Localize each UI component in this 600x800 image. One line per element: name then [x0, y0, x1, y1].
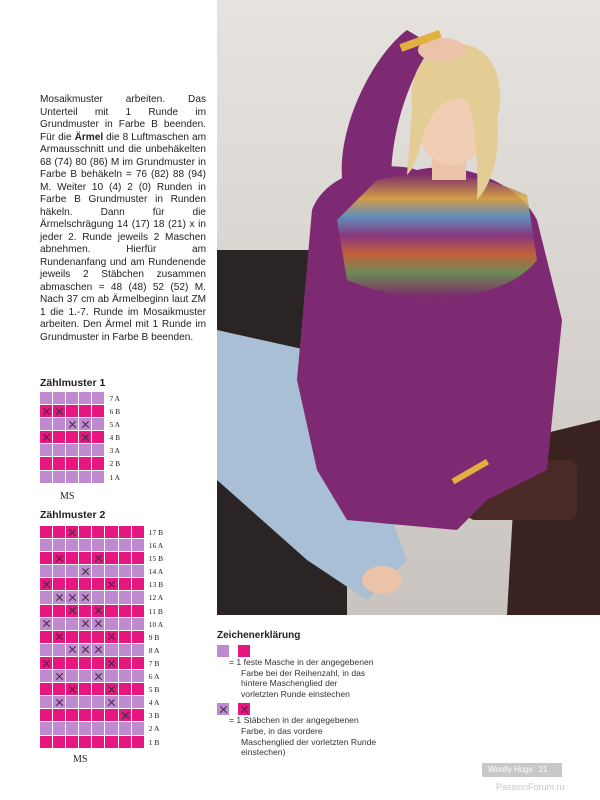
chart-cell [92, 457, 105, 470]
chart-cell [79, 631, 92, 644]
chart-cell-cross [66, 683, 79, 696]
chart-cell [40, 670, 53, 683]
chart-row [40, 631, 163, 644]
chart-row [40, 418, 120, 431]
chart-cell [53, 392, 66, 405]
chart-row-label: 2 A [148, 724, 160, 734]
chart-row [40, 526, 163, 539]
chart-cell [132, 736, 145, 749]
chart-cell [79, 552, 92, 565]
page-footer [482, 763, 562, 777]
chart-cell [40, 457, 53, 470]
chart-row [40, 644, 163, 657]
chart-cell-cross [79, 431, 92, 444]
chart-cell-cross [40, 618, 53, 631]
chart-cell [92, 657, 105, 670]
chart-cell [92, 405, 105, 418]
chart-cell [132, 552, 145, 565]
chart-cell [66, 405, 79, 418]
chart-cell [105, 539, 118, 552]
chart-row [40, 722, 163, 735]
chart-cell [105, 618, 118, 631]
chart-cell [105, 605, 118, 618]
chart-cell [53, 471, 66, 484]
chart-cell [92, 591, 105, 604]
chart-cell [92, 392, 105, 405]
chart-cell [92, 683, 105, 696]
chart-cell [132, 644, 145, 657]
chart-cell [66, 657, 79, 670]
chart-cell-cross [105, 657, 118, 670]
chart-cell [119, 657, 132, 670]
chart-cell-cross [66, 605, 79, 618]
chart-cell-cross [53, 696, 66, 709]
chart-cell [119, 683, 132, 696]
color-a-swatch [217, 645, 229, 657]
chart-cell [92, 526, 105, 539]
chart-cell [105, 670, 118, 683]
chart-row [40, 578, 163, 591]
chart-cell [105, 526, 118, 539]
chart-cell-cross [105, 578, 118, 591]
chart-row [40, 657, 163, 670]
chart-row-label: 3 A [109, 446, 121, 456]
chart-cell [40, 539, 53, 552]
chart-cell [66, 552, 79, 565]
chart-cell [119, 578, 132, 591]
chart-cell-cross [79, 418, 92, 431]
chart-cell-cross [119, 709, 132, 722]
chart-row-label: 1 B [148, 737, 160, 747]
chart-cell [40, 591, 53, 604]
chart-cell [132, 670, 145, 683]
chart-cell [79, 605, 92, 618]
chart-row [40, 471, 120, 484]
chart-row-label: 7 A [109, 394, 121, 403]
chart-cell-cross [66, 644, 79, 657]
chart-cell [79, 444, 92, 457]
chart-cell [66, 565, 79, 578]
chart-cell-cross [92, 552, 105, 565]
chart-cell [66, 578, 79, 591]
chart-cell [66, 631, 79, 644]
chart-row-label: 6 B [109, 407, 121, 417]
instructions-column [40, 94, 206, 344]
chart-row-label: 8 A [148, 645, 160, 655]
chart-cell [53, 605, 66, 618]
legend-item-2: = 1 Stäbchen in der angegebenen Farbe, in das vordere Maschenglied der vorletzten Runde einstechen) [229, 715, 377, 758]
chart-cell [92, 444, 105, 457]
chart-row-label: 14 A [148, 567, 164, 577]
chart-cell [53, 618, 66, 631]
chart-cell [132, 539, 145, 552]
chart-cell [66, 471, 79, 484]
chart-row [40, 736, 163, 749]
chart-cell-cross [79, 618, 92, 631]
chart-cell [119, 539, 132, 552]
chart-cell-cross [66, 418, 79, 431]
chart-row-label: 16 A [148, 541, 164, 551]
chart-cell [40, 722, 53, 735]
chart-cell [53, 457, 66, 470]
chart-cell [132, 696, 145, 709]
chart-cell [40, 605, 53, 618]
chart-cell [66, 696, 79, 709]
chart-row [40, 683, 163, 696]
chart-cell-cross [53, 552, 66, 565]
chart-cell [79, 657, 92, 670]
chart-cell [66, 618, 79, 631]
chart-cell [92, 578, 105, 591]
chart-row [40, 565, 163, 578]
chart-cell-cross [53, 670, 66, 683]
chart-cell-cross [40, 405, 53, 418]
chart-cell-cross [79, 591, 92, 604]
chart-row-label: 2 B [109, 459, 121, 469]
chart-cell [92, 696, 105, 709]
chart-cell [132, 709, 145, 722]
chart-row [40, 405, 120, 418]
chart-cell [119, 670, 132, 683]
chart-cell [79, 683, 92, 696]
chart-cell [92, 736, 105, 749]
chart-cell [79, 457, 92, 470]
chart-cell [119, 696, 132, 709]
chart1-title: Zählmuster 1 [40, 377, 106, 389]
chart-cell [105, 736, 118, 749]
counting-chart-1 [40, 392, 120, 484]
chart2-ms-label: MS [73, 754, 88, 765]
chart-cell [53, 539, 66, 552]
chart-cell [40, 736, 53, 749]
chart-cell [119, 618, 132, 631]
chart-cell [79, 696, 92, 709]
chart-cell [119, 644, 132, 657]
chart-row [40, 605, 163, 618]
chart-cell [66, 736, 79, 749]
chart-cell [92, 539, 105, 552]
chart-cell [53, 644, 66, 657]
chart-row [40, 392, 120, 405]
chart-row-label: 5 B [148, 685, 160, 695]
chart-cell [53, 526, 66, 539]
chart-row-label: 3 B [148, 711, 160, 721]
chart-cell [66, 431, 79, 444]
chart-row [40, 709, 163, 722]
chart-row [40, 552, 163, 565]
chart-cell [40, 418, 53, 431]
chart-row [40, 618, 163, 631]
chart-row-label: 12 A [148, 593, 164, 603]
chart-row-label: 6 A [148, 672, 160, 682]
chart-cell [40, 526, 53, 539]
chart-row-label: 11 B [148, 606, 163, 616]
chart-row-label: 15 B [148, 554, 164, 564]
chart-cell [132, 722, 145, 735]
chart-cell [40, 709, 53, 722]
chart-cell [105, 552, 118, 565]
chart-cell [53, 683, 66, 696]
chart-cell [119, 591, 132, 604]
chart-cell-cross [40, 657, 53, 670]
chart-cell [79, 722, 92, 735]
chart-cell [40, 444, 53, 457]
chart-cell [79, 709, 92, 722]
chart-cell [66, 722, 79, 735]
chart-cell-cross [53, 405, 66, 418]
chart-cell [119, 736, 132, 749]
chart-cell [105, 722, 118, 735]
chart-cell [132, 618, 145, 631]
chart-cell-cross [92, 644, 105, 657]
color-b-swatch [238, 645, 250, 657]
chart-cell [79, 670, 92, 683]
chart-row-label: 4 A [148, 698, 160, 708]
chart-cell [40, 392, 53, 405]
chart-cell-cross [53, 631, 66, 644]
chart-cell [105, 644, 118, 657]
chart-row-label: 5 A [109, 420, 121, 430]
chart-cell-cross [105, 696, 118, 709]
chart-cell [66, 670, 79, 683]
chart-cell [79, 392, 92, 405]
chart-cell [79, 526, 92, 539]
chart-cell [53, 444, 66, 457]
chart-row-label: 9 B [148, 632, 160, 642]
chart-cell [132, 565, 145, 578]
instructions-text-2: die 8 Luftmaschen am Armausschnitt und die unbehäkelten 68 (74) 80 (86) M im Grundmuster in Farbe B behäkeln = 76 (82) 88 (94) M. Weiter 10 (4) 2 (0) Runden in Farbe B Grundmuster in Runden häkeln. Dann für die Ärmelschrägung 14 (17) 18 (21) x in jeder 2. Runde jeweils 2 Maschen abnehmen. Hierfür am Rundenanfang und am Rundenende jeweils 2 Stäbchen zusammen abmaschen = 48 (48) 52 (52) M. Nach 37 cm ab Ärmelbeginn laut ZM 1 die 1.-7. Runde im Mosaikmuster arbeiten. Den Ärmel mit 1 Runde im Grundmuster in Farbe B beenden. [40, 131, 206, 343]
chart-cell [53, 709, 66, 722]
chart-cell [53, 578, 66, 591]
chart-cell [66, 457, 79, 470]
chart-row [40, 457, 120, 470]
chart-row [40, 670, 163, 683]
chart-cell-cross [66, 526, 79, 539]
chart-cell [40, 683, 53, 696]
legend-swatches-2 [217, 703, 377, 715]
chart-cell [132, 631, 145, 644]
chart-cell [79, 471, 92, 484]
chart-cell [79, 405, 92, 418]
chart-row-label: 13 B [148, 580, 164, 590]
magazine-name: Woolly Hugs [488, 765, 533, 774]
chart-cell [40, 631, 53, 644]
chart-cell [132, 657, 145, 670]
chart-cell [79, 736, 92, 749]
chart-cell [53, 565, 66, 578]
chart-cell [119, 552, 132, 565]
legend-swatches-1 [217, 645, 377, 657]
chart-row [40, 431, 120, 444]
chart-cell [105, 591, 118, 604]
chart-cell [53, 657, 66, 670]
chart-row-label: 4 B [109, 433, 121, 443]
chart2-title: Zählmuster 2 [40, 509, 106, 521]
chart-cell [92, 631, 105, 644]
instructions-bold-word: Ärmel [74, 131, 104, 143]
chart-cell [40, 471, 53, 484]
chart-cell [92, 722, 105, 735]
chart-row [40, 444, 120, 457]
chart-cell-cross [105, 683, 118, 696]
chart-row [40, 539, 163, 552]
chart-cell [66, 539, 79, 552]
chart-cell [79, 539, 92, 552]
counting-chart-2 [40, 526, 163, 749]
chart-cell [40, 696, 53, 709]
chart-cell [40, 565, 53, 578]
chart-cell [105, 565, 118, 578]
legend [217, 630, 377, 758]
chart-cell-cross [40, 431, 53, 444]
cross-a-swatch [217, 703, 229, 715]
legend-item-1: = 1 feste Masche in der angegebenen Farbe bei der Reihenzahl, in das hintere Maschenglied der vorletzten Runde einstechen [229, 657, 374, 699]
chart-row-label: 17 B [148, 528, 164, 537]
chart-cell [132, 591, 145, 604]
instructions-text-1: Mosaikmuster arbeiten. Das Unterteil mit 1 Runde im Grundmuster in Farbe B beenden. Für die [40, 94, 206, 143]
chart-cell [53, 431, 66, 444]
chart-cell [119, 605, 132, 618]
chart1-ms-label: MS [60, 491, 75, 502]
chart-cell [132, 605, 145, 618]
chart-cell [132, 683, 145, 696]
chart-cell [53, 722, 66, 735]
chart-row-label: 10 A [148, 619, 164, 629]
chart-cell [40, 552, 53, 565]
chart-cell [105, 709, 118, 722]
chart-cell [132, 578, 145, 591]
chart-cell [132, 526, 145, 539]
chart-cell [53, 418, 66, 431]
chart-cell [79, 578, 92, 591]
chart-cell [66, 444, 79, 457]
chart-cell [119, 565, 132, 578]
chart-cell [53, 736, 66, 749]
chart-cell [92, 431, 105, 444]
chart-row [40, 696, 163, 709]
chart-cell [92, 709, 105, 722]
chart-cell-cross [105, 631, 118, 644]
sweater-photo [217, 0, 600, 615]
chart-cell [92, 565, 105, 578]
chart-cell [66, 709, 79, 722]
cross-b-swatch [238, 703, 250, 715]
chart-cell-cross [40, 578, 53, 591]
chart-cell [92, 471, 105, 484]
chart-cell-cross [79, 565, 92, 578]
chart-cell [119, 526, 132, 539]
chart-row-label: 7 B [148, 658, 160, 668]
chart-cell [40, 644, 53, 657]
instructions-paragraph [40, 94, 206, 344]
watermark: PassionForum.ru [496, 782, 565, 792]
chart-cell [66, 392, 79, 405]
chart-cell-cross [92, 605, 105, 618]
chart-row [40, 591, 163, 604]
chart-cell [119, 631, 132, 644]
chart-cell-cross [92, 670, 105, 683]
legend-title: Zeichenerklärung [217, 630, 301, 641]
page-number: 21 [538, 765, 548, 774]
chart-cell [92, 418, 105, 431]
chart-cell-cross [66, 591, 79, 604]
chart-cell-cross [92, 618, 105, 631]
chart-cell [119, 722, 132, 735]
chart-row-label: 1 A [109, 472, 121, 482]
chart-cell-cross [79, 644, 92, 657]
chart-cell-cross [53, 591, 66, 604]
